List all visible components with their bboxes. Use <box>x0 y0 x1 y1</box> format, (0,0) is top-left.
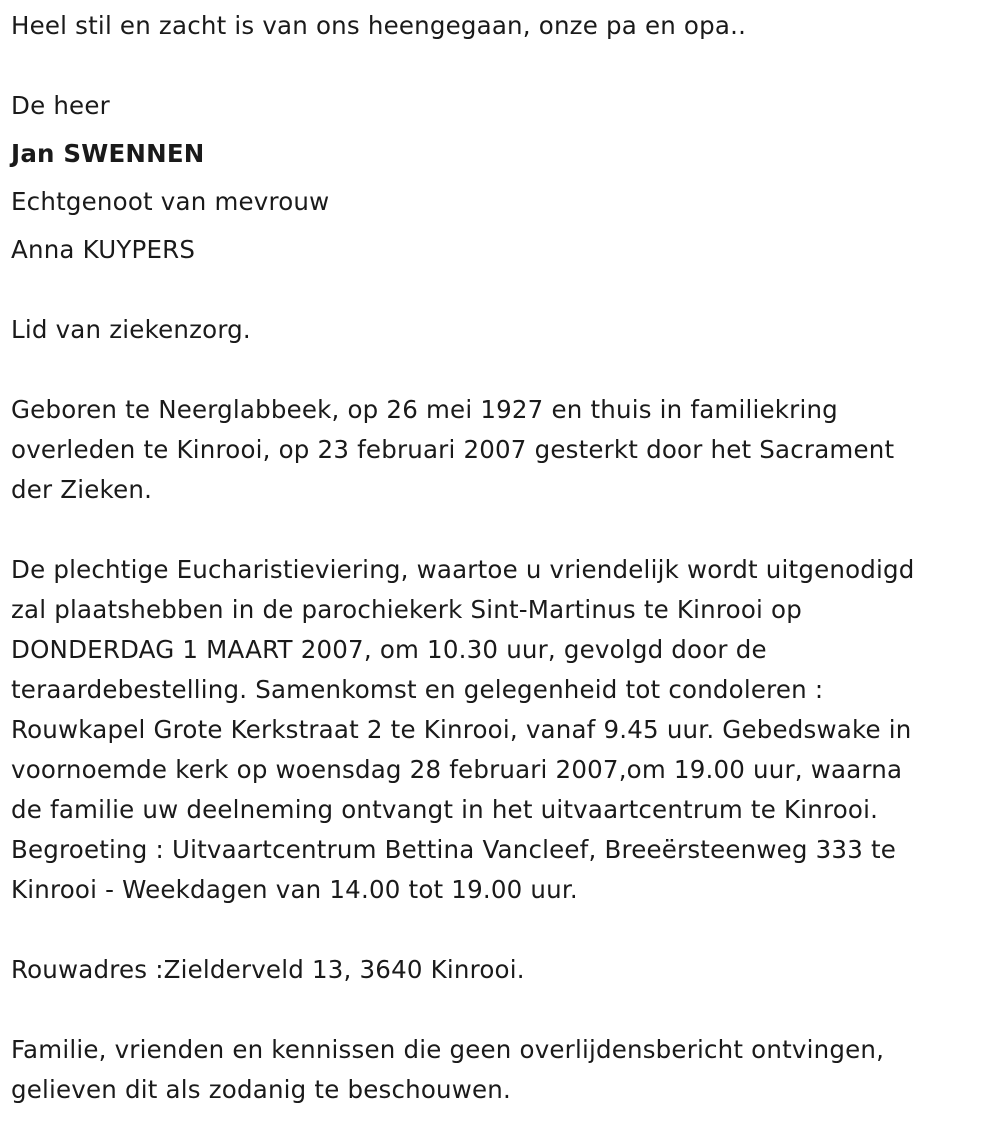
paragraph-line: Begroeting : Uitvaartcentrum Bettina Vancleef, Breeërsteenweg 333 te <box>11 835 897 864</box>
birth-death-paragraph <box>11 390 894 510</box>
paragraph-line: Rouwkapel Grote Kerkstraat 2 te Kinrooi, vanaf 9.45 uur. Gebedswake in <box>11 715 912 744</box>
paragraph-line: Geboren te Neerglabbeek, op 26 mei 1927 en thuis in familiekring <box>11 395 838 424</box>
paragraph-line: zal plaatshebben in de parochiekerk Sint-Martinus te Kinrooi op <box>11 595 802 624</box>
membership-text: Lid van ziekenzorg. <box>11 315 251 344</box>
title-prefix: De heer <box>11 91 110 120</box>
paragraph-line: Kinrooi - Weekdagen van 14.00 tot 19.00 uur. <box>11 875 578 904</box>
paragraph-line: DONDERDAG 1 MAART 2007, om 10.30 uur, gevolgd door de <box>11 635 767 664</box>
paragraph-line: der Zieken. <box>11 475 153 504</box>
deceased-name: Jan SWENNEN <box>11 139 205 168</box>
paragraph-line: overleden te Kinrooi, op 23 februari 2007 gesterkt door het Sacrament <box>11 435 895 464</box>
paragraph-line: voornoemde kerk op woensdag 28 februari 2007,om 19.00 uur, waarna <box>11 755 903 784</box>
paragraph-line: gelieven dit als zodanig te beschouwen. <box>11 1075 512 1104</box>
paragraph-line: De plechtige Eucharistieviering, waartoe u vriendelijk wordt uitgenodigd <box>11 555 915 584</box>
mourning-address: Rouwadres :Zielderveld 13, 3640 Kinrooi. <box>11 955 525 984</box>
closing-paragraph <box>11 1030 884 1110</box>
paragraph-line: teraardebestelling. Samenkomst en gelegenheid tot condoleren : <box>11 675 824 704</box>
spouse-name: Anna KUYPERS <box>11 235 196 264</box>
paragraph-line: de familie uw deelneming ontvangt in het uitvaartcentrum te Kinrooi. <box>11 795 879 824</box>
ceremony-paragraph <box>11 550 915 910</box>
spouse-label: Echtgenoot van mevrouw <box>11 187 330 216</box>
paragraph-line: Familie, vrienden en kennissen die geen overlijdensbericht ontvingen, <box>11 1035 885 1064</box>
intro-text: Heel stil en zacht is van ons heengegaan, onze pa en opa.. <box>11 11 747 40</box>
